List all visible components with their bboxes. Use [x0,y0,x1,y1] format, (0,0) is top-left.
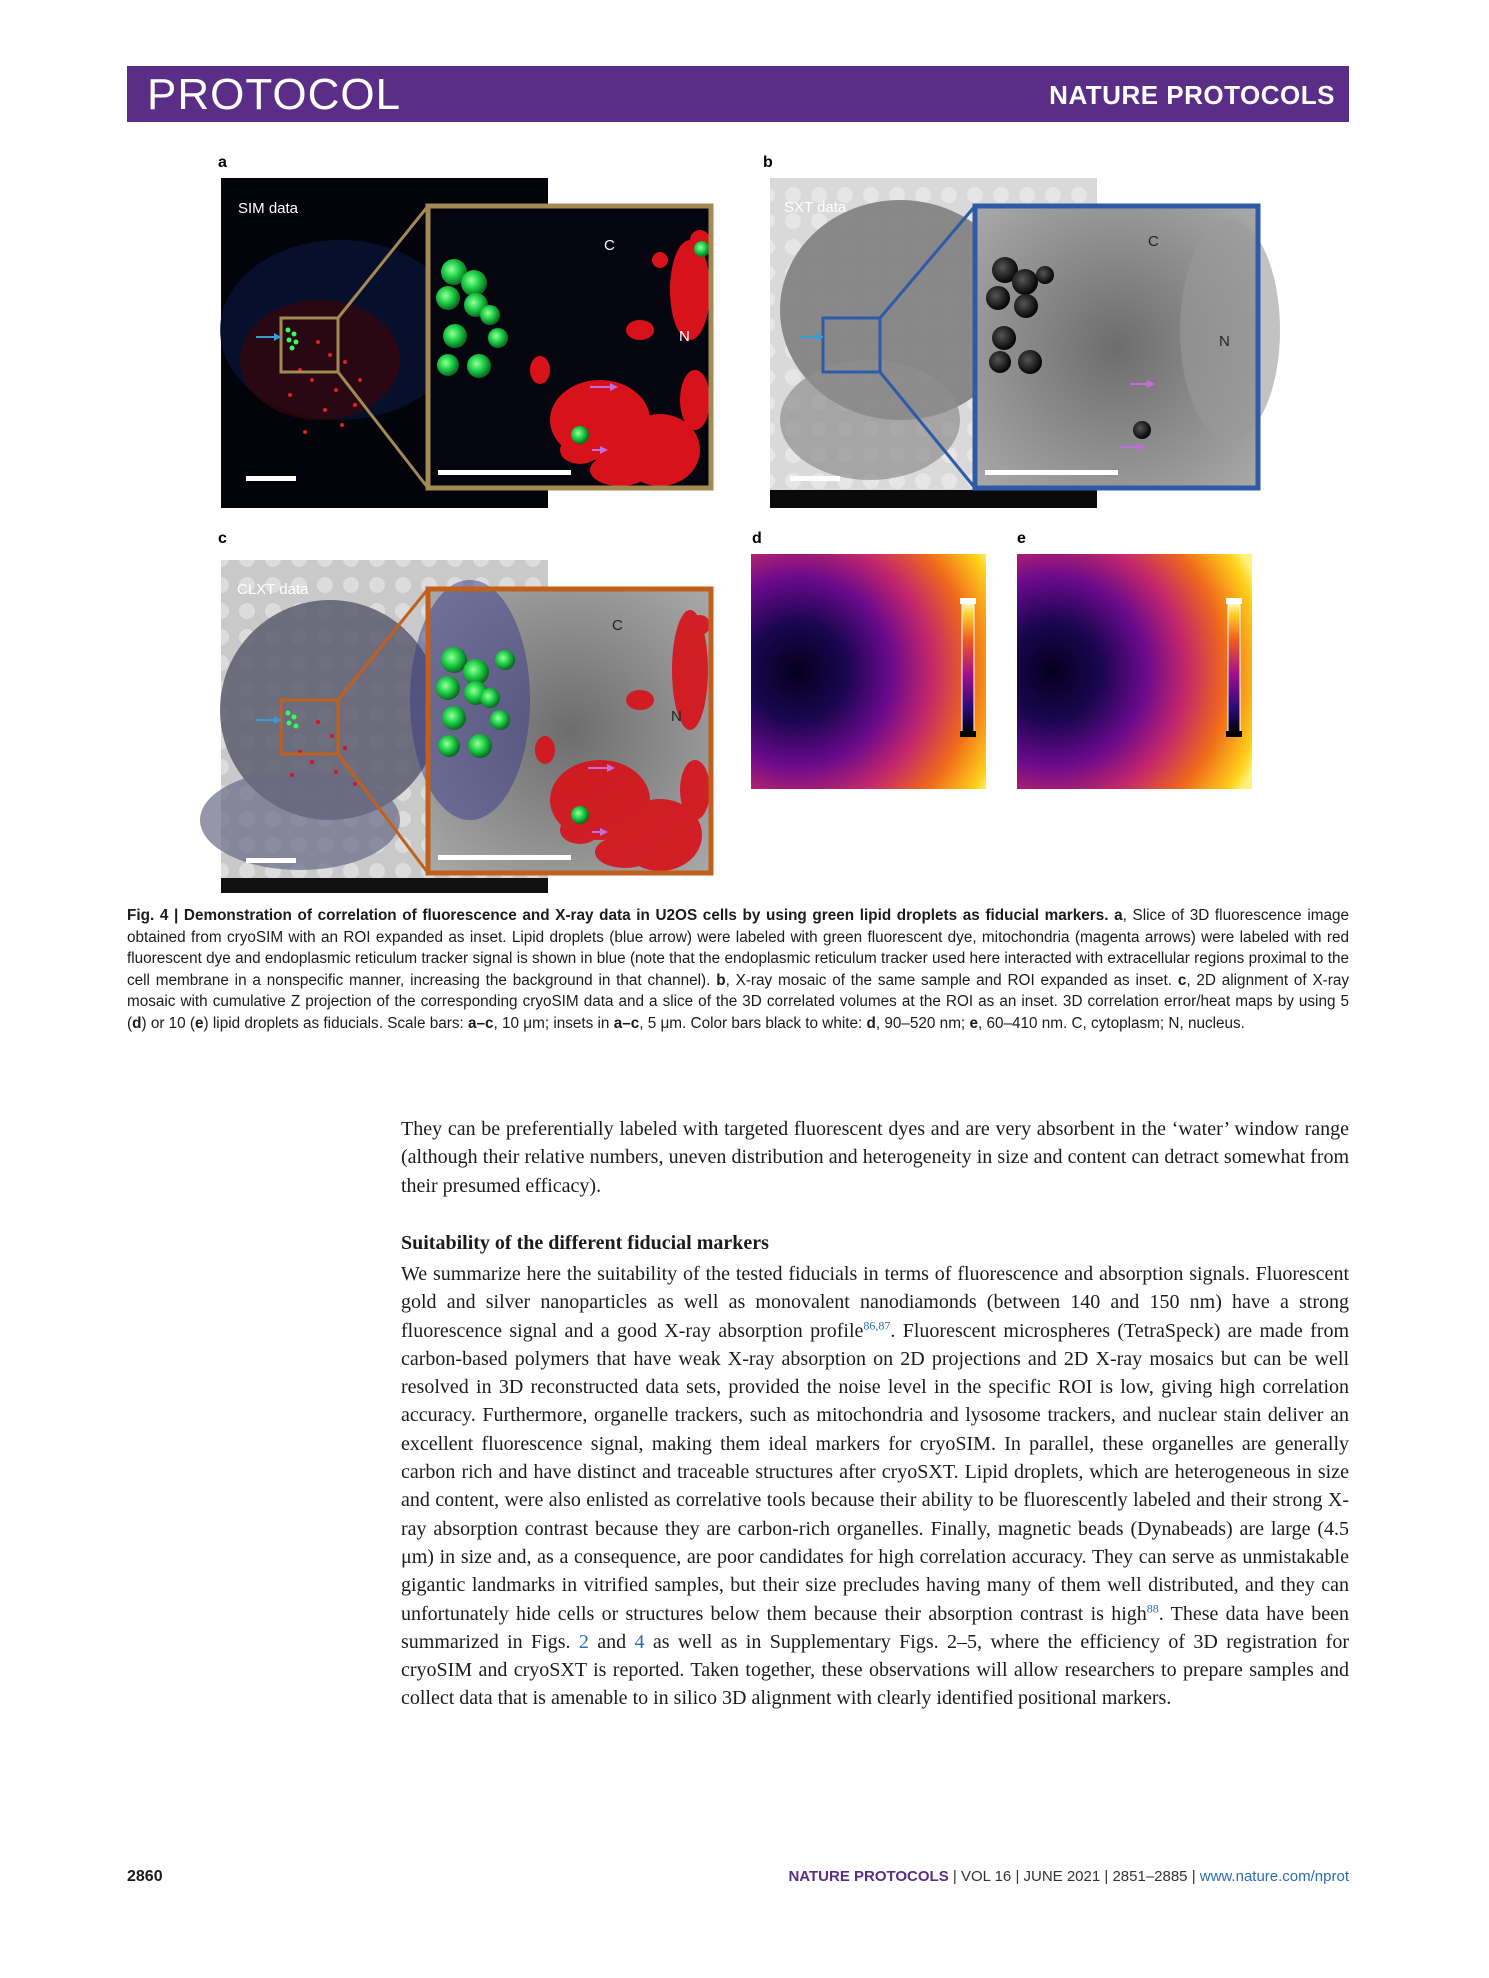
figure-caption [127,905,1349,1034]
caption-a: a [1114,907,1123,924]
section-heading: Suitability of the different fiducial markers [401,1232,769,1254]
panel-label-b: b [763,154,773,171]
panel-c-nucleus-label: N [671,708,682,725]
paragraph-2-part-b: . Fluorescent microspheres (TetraSpeck) are made from carbon-based polymers that have weak X-ray absorption on 2D projections and 2D X-ray mosaics but can be well resolved in 3D reconstructed data sets, provided the noise level in the specific ROI is low, giving high correlation accuracy. Furthermore, organelle trackers, such as mitochondria and lysosome trackers, and nuclear stain deliver an excellent fluorescence signal, making them ideal markers for cryoSIM. In parallel, these organelles are generally carbon rich and have distinct and traceable structures after cryoSXT. Lipid droplets, which are heterogeneous in size and content, were also enlisted as correlative tools because their ability to be fluorescently labeled and their strong X-ray absorption contrast because they are carbon-rich organelles. Finally, magnetic beads (Dynabeads) are large (4.5 μm) in size and, as a consequence, are poor candidates for high correlation accuracy. They can serve as unmistakable gigantic landmarks in vitrified samples, but their size precludes having many of them well distributed, and they can unfortunately hide cells or structures below them because their absorption contrast is high [401,1319,1349,1625]
panel-b-cytoplasm-label: C [1148,233,1159,250]
panel-a-title: SIM data [238,200,299,217]
paragraph-2-part-c: . These data have been summarized in Figs. [401,1602,1349,1653]
caption-scale3: , 5 μm. Color bars black to white: [639,1014,867,1032]
figure-2-link[interactable]: 2 [578,1630,589,1653]
caption-range-d: , 90–520 nm; [875,1014,970,1032]
panel-c-cytoplasm-label: C [612,617,623,634]
caption-b-text: , X-ray mosaic of the same sample and ROI expanded as inset. [725,971,1178,989]
caption-scale2: , 10 μm; insets in [493,1014,614,1032]
figure-4-link[interactable]: 4 [634,1630,645,1653]
caption-scale: ) lipid droplets as fiducials. Scale bars: [203,1014,468,1032]
panel-label-e: e [1017,530,1026,547]
body-paragraph-2 [401,1260,1349,1713]
caption-ac2: a–c [613,1014,640,1032]
paragraph-2-part-a: We summarize here the suitability of the tested fiducials in terms of fluorescence and absorption signals. Fluorescent gold and silver nanoparticles as well as monovalent nanodiamonds (between 140 and 150 nm) have a strong fluorescence signal and a good X-ray absorption profile [401,1263,1349,1342]
colorbar-d [962,600,974,735]
footer-volume: | VOL 16 | JUNE 2021 | 2851–2885 | [948,1868,1200,1885]
panel-b-nucleus-label: N [1219,333,1230,350]
reference-86-87[interactable]: 86,87 [863,1317,891,1332]
paragraph-2-part-d: as well as in Supplementary Figs. 2–5, where the efficiency of 3D registration for cryoSIM and cryoSXT is reported. Taken together, these observations will allow researchers to prepare samples and collect data that is amenable to in silico 3D alignment with clearly identified positional markers. [401,1630,1349,1710]
caption-title: Demonstration of correlation of fluorescence and X-ray data in U2OS cells by using green lipid droplets as fiducial markers. [183,907,1109,924]
paragraph-1-text: They can be preferentially labeled with targeted fluorescent dyes and are very absorbent in the ‘water’ window range (although their relative numbers, uneven distribution and heterogeneity in size and content can detract somewhat from their presumed efficacy). [401,1118,1349,1197]
caption-c-text: , 2D alignment of X-ray mosaic with cumulative Z projection of the corresponding cryoSIM data and a slice of the 3D correlated volumes at the ROI as an inset. 3D correlation error/heat maps by using 5 ( [127,971,1349,1032]
page-number: 2860 [127,1868,163,1885]
caption-ac1: a–c [467,1014,494,1032]
panel-c-title: CLXT data [237,581,309,598]
panel-label-a: a [218,154,227,171]
panel-label-c: c [218,530,227,547]
caption-fig-id: Fig. 4 | [127,907,184,924]
heatmap-d [751,554,986,789]
panel-label-d: d [752,530,762,547]
caption-range-e: , 60–410 nm. C, cytoplasm; N, nucleus. [977,1014,1245,1032]
caption-e: e [195,1014,204,1032]
footer-citation [788,1868,1349,1885]
section-title: PROTOCOL [147,70,402,119]
footer-journal: NATURE PROTOCOLS [788,1868,949,1885]
paragraph-2-and: and [588,1630,635,1653]
footer-url-link[interactable]: www.nature.com/nprot [1199,1868,1349,1885]
caption-e2: e [969,1014,978,1032]
caption-c: c [1177,971,1187,989]
colorbar-e [1228,600,1240,735]
caption-a-text: , Slice of 3D fluorescence image obtained from cryoSIM with an ROI expanded as inset. Lipid droplets (blue arrow) were labeled with green fluorescent dye, mitochondria (magenta arrows) were labeled with red fluorescent dye and endoplasmic reticulum tracker signal is shown in blue (note that the endoplasmic reticulum tracker used here interacted with extracellular regions proximal to the cell membrane in a nonspecific manner, increasing the background in that channel). [127,907,1349,989]
panel-a-cytoplasm-label: C [604,237,615,254]
caption-mid: ) or 10 ( [141,1014,196,1032]
panel-a-nucleus-label: N [679,328,690,345]
caption-b: b [716,971,726,989]
reference-88[interactable]: 88 [1146,1600,1159,1615]
journal-title: NATURE PROTOCOLS [1049,80,1335,110]
caption-d2: d [866,1014,876,1032]
panel-b-title: SXT data [784,199,847,216]
caption-d: d [132,1014,142,1032]
heatmap-e [1017,554,1252,789]
body-paragraph-1 [401,1115,1349,1200]
